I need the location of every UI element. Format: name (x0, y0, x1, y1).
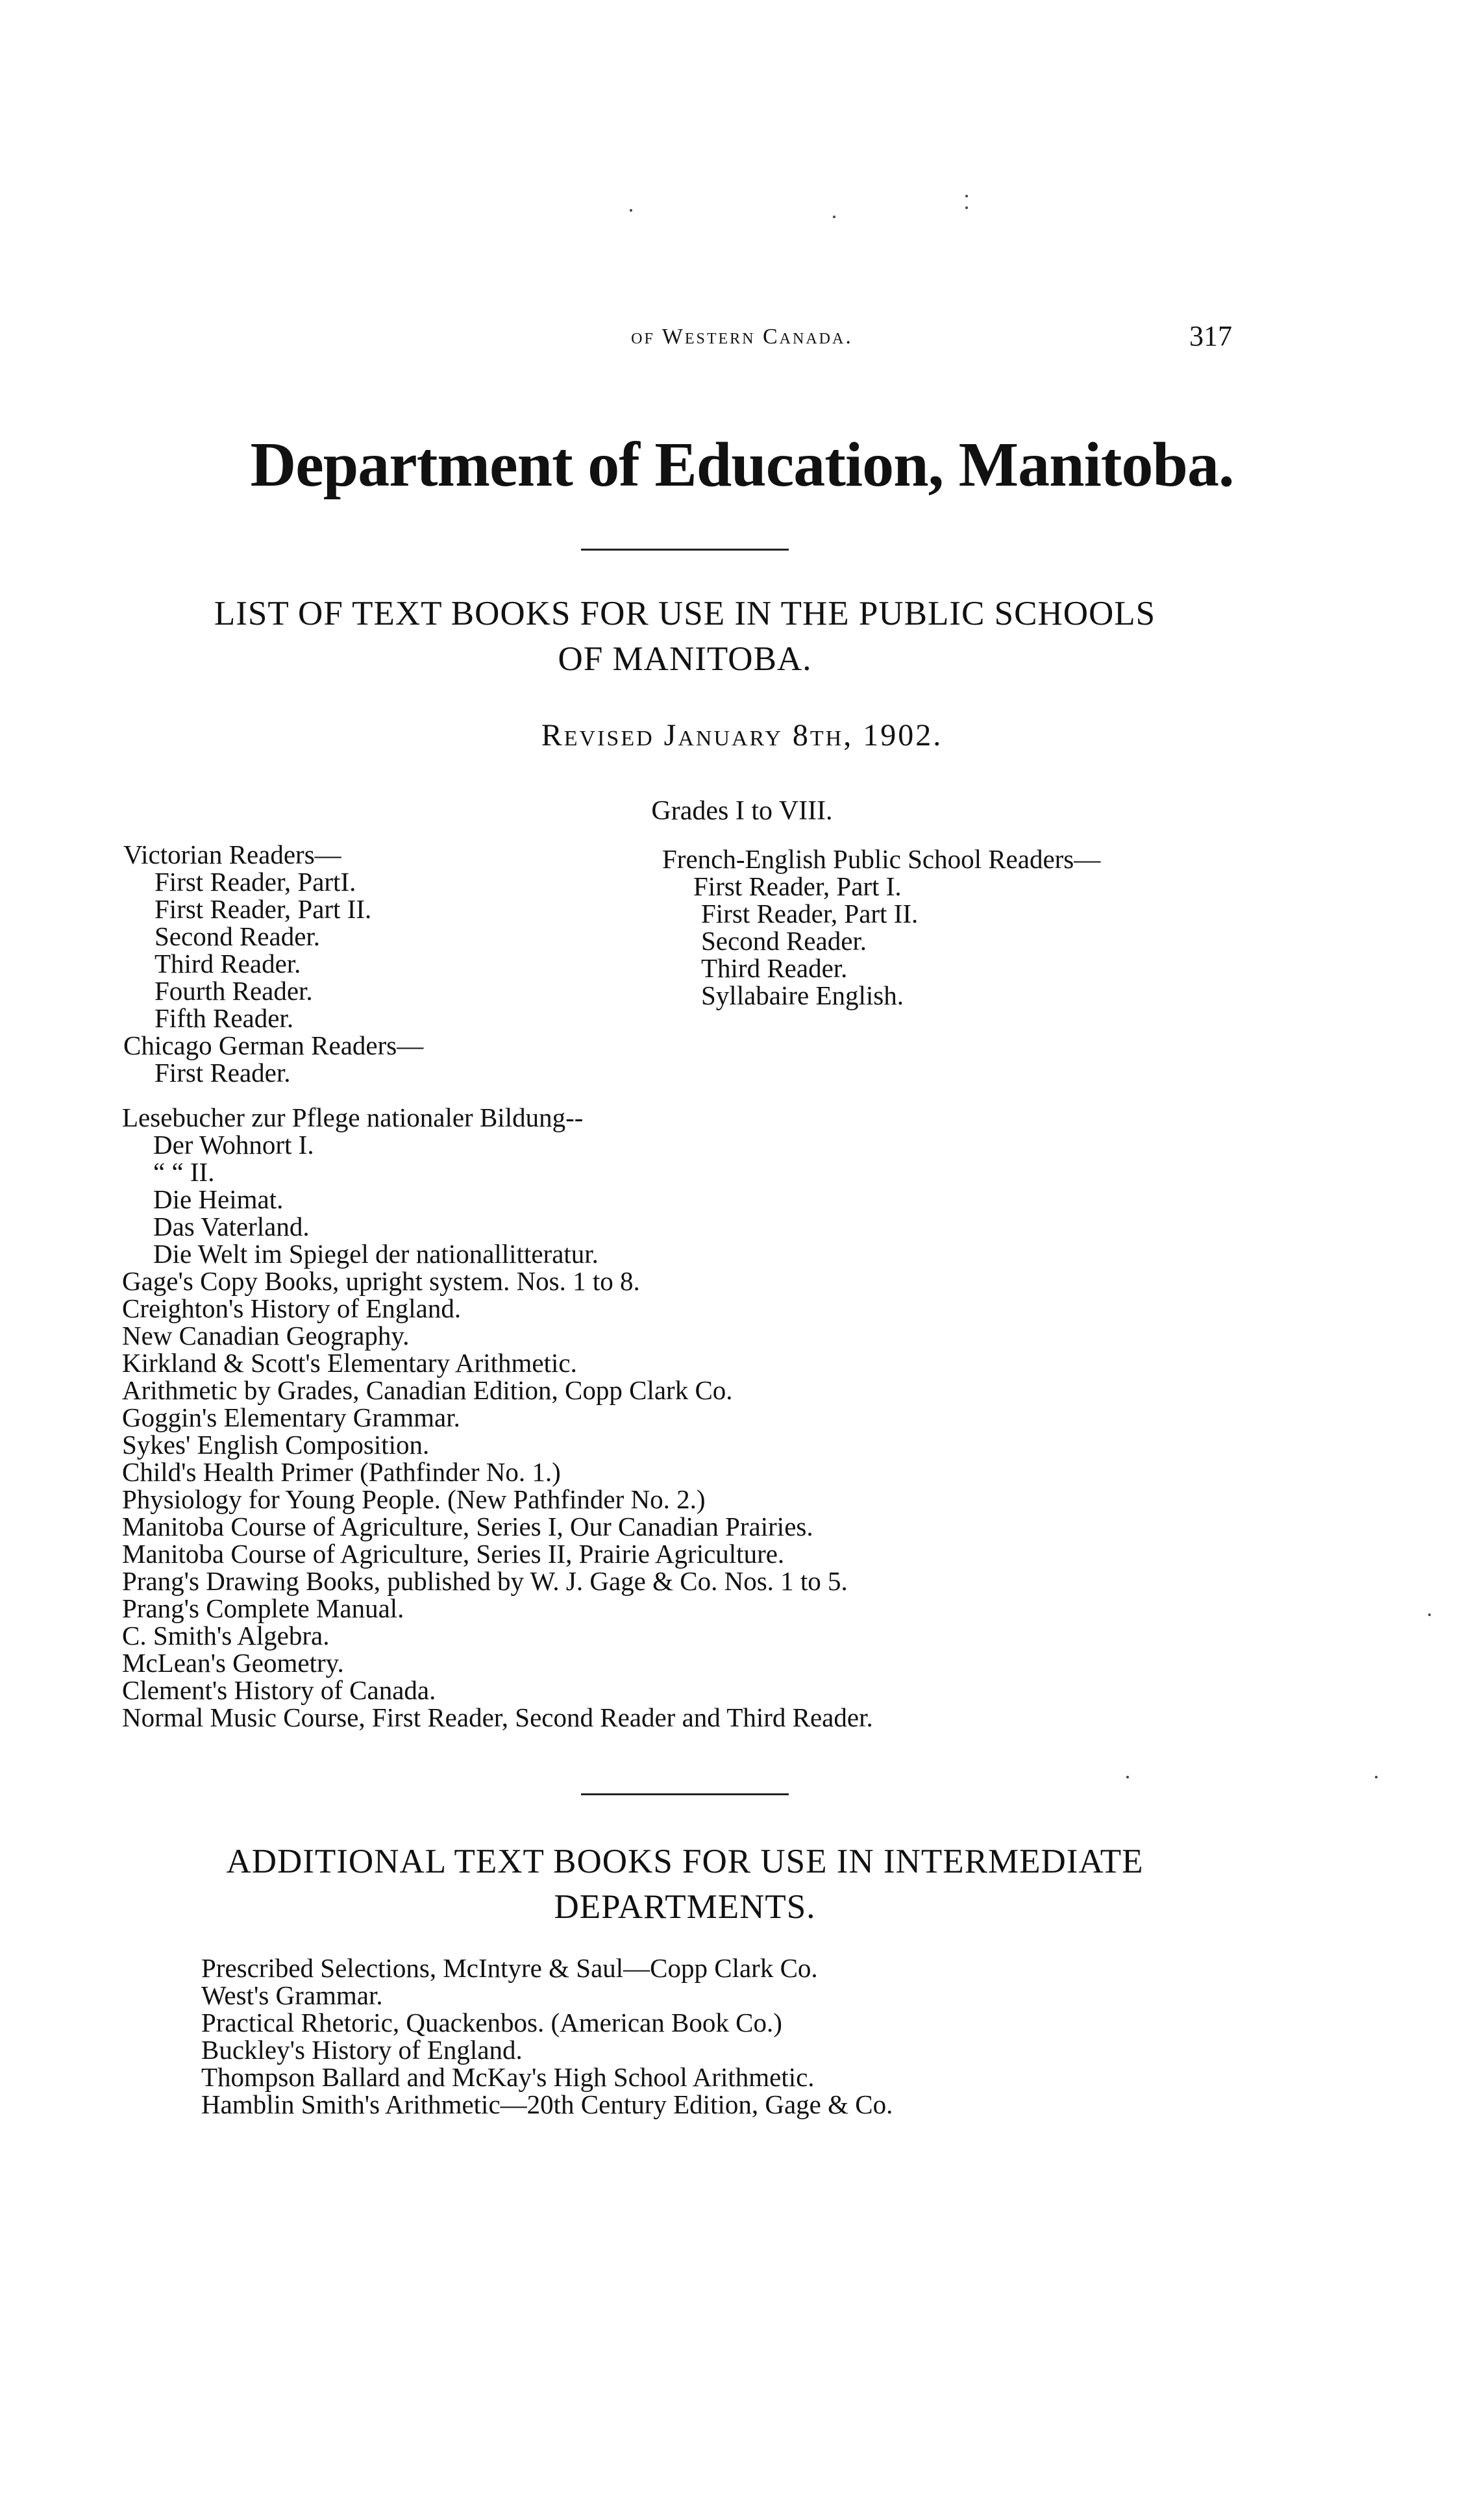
page-number: 317 (1189, 320, 1232, 352)
list-item: Lesebucher zur Pflege nationaler Bildung-- (122, 1102, 584, 1132)
list-item: Buckley's History of England. (201, 2035, 523, 2065)
divider-rule (581, 549, 789, 551)
list-item: New Canadian Geography. (122, 1321, 410, 1351)
list-item: Normal Music Course, First Reader, Second Reader and Third Reader. (122, 1702, 873, 1732)
list-item: Prescribed Selections, McIntyre & Saul—Copp Clark Co. (201, 1953, 818, 1983)
additional-heading-line-2: DEPARTMENTS. (554, 1888, 816, 1926)
list-item: C. Smith's Algebra. (122, 1621, 330, 1650)
list-item: Fifth Reader. (155, 1003, 294, 1033)
list-item: Das Vaterland. (153, 1212, 310, 1241)
list-item: First Reader, Part II. (701, 899, 919, 928)
list-item: Third Reader. (155, 949, 301, 978)
list-item: Physiology for Young People. (New Pathfinder No. 2.) (122, 1484, 706, 1514)
list-item: French-English Public School Readers— (662, 844, 1101, 874)
list-item: “ “ II. (153, 1157, 215, 1187)
list-item: Third Reader. (701, 953, 848, 983)
list-item: Sykes' English Composition. (122, 1430, 430, 1460)
additional-text-book-list (201, 1954, 893, 2118)
list-item: McLean's Geometry. (122, 1648, 344, 1678)
list-item: Manitoba Course of Agriculture, Series II, Prairie Agriculture. (122, 1539, 785, 1569)
list-item: Manitoba Course of Agriculture, Series I, Our Canadian Prairies. (122, 1512, 813, 1541)
list-item: Der Wohnort I. (153, 1130, 314, 1160)
revised-date: Revised January 8th, 1902. (541, 718, 943, 753)
list-item: Second Reader. (155, 921, 321, 951)
speck-mark (1126, 1776, 1129, 1778)
list-item: Prang's Drawing Books, published by W. J. Gage & Co. Nos. 1 to 5. (122, 1566, 848, 1596)
speck-mark (1375, 1776, 1378, 1778)
list-item: West's Grammar. (201, 1980, 383, 2010)
list-item: First Reader, Part I. (693, 871, 902, 901)
list-item: Practical Rhetoric, Quackenbos. (American Book Co.) (201, 2008, 782, 2037)
page-title: Department of Education, Manitoba. (250, 430, 1234, 500)
list-item: Prang's Complete Manual. (122, 1593, 404, 1623)
list-heading-line-2: OF MANITOBA. (558, 640, 812, 678)
list-item: Syllabaire English. (701, 980, 904, 1010)
list-item: Gage's Copy Books, upright system. Nos. 1 to 8. (122, 1266, 640, 1296)
grades-label: Grades I to VIII. (651, 796, 833, 826)
list-item: Creighton's History of England. (122, 1293, 462, 1323)
additional-heading-line-1: ADDITIONAL TEXT BOOKS FOR USE IN INTERMEDIATE (226, 1843, 1144, 1880)
list-item: Die Heimat. (153, 1184, 284, 1214)
list-item: Arithmetic by Grades, Canadian Edition, Copp Clark Co. (122, 1375, 733, 1405)
divider-rule-2 (581, 1793, 789, 1795)
left-column-list (123, 841, 423, 1086)
list-heading-line-1: LIST OF TEXT BOOKS FOR USE IN THE PUBLIC SCHOOLS (214, 595, 1156, 632)
list-item: Chicago German Readers— (123, 1030, 424, 1060)
speck-mark (833, 216, 835, 218)
additional-heading (123, 1839, 1246, 1930)
speck-mark (630, 209, 632, 212)
list-item: Thompson Ballard and McKay's High School Arithmetic. (201, 2062, 815, 2092)
list-heading (123, 591, 1246, 682)
list-item: Clement's History of Canada. (122, 1675, 436, 1705)
speck-mark (1428, 1613, 1431, 1616)
list-item: First Reader. (155, 1058, 291, 1088)
list-item: Child's Health Primer (Pathfinder No. 1.) (122, 1457, 561, 1487)
right-column-list (662, 845, 1100, 1009)
list-item: Kirkland & Scott's Elementary Arithmetic. (122, 1348, 577, 1378)
list-item: First Reader, PartI. (155, 867, 356, 897)
list-item: Goggin's Elementary Grammar. (122, 1402, 460, 1432)
list-item: Fourth Reader. (155, 976, 313, 1006)
list-item: Victorian Readers— (123, 840, 341, 869)
list-item: Hamblin Smith's Arithmetic—20th Century Edition, Gage & Co. (201, 2089, 893, 2119)
list-item: Die Welt im Spiegel der nationallitteratur. (153, 1239, 599, 1269)
speck-mark (965, 206, 968, 209)
running-head: of Western Canada. (631, 325, 853, 349)
list-item: Second Reader. (701, 926, 867, 956)
speck-mark (965, 195, 968, 197)
list-item: First Reader, Part II. (155, 894, 372, 924)
main-text-book-list (122, 1104, 873, 1731)
